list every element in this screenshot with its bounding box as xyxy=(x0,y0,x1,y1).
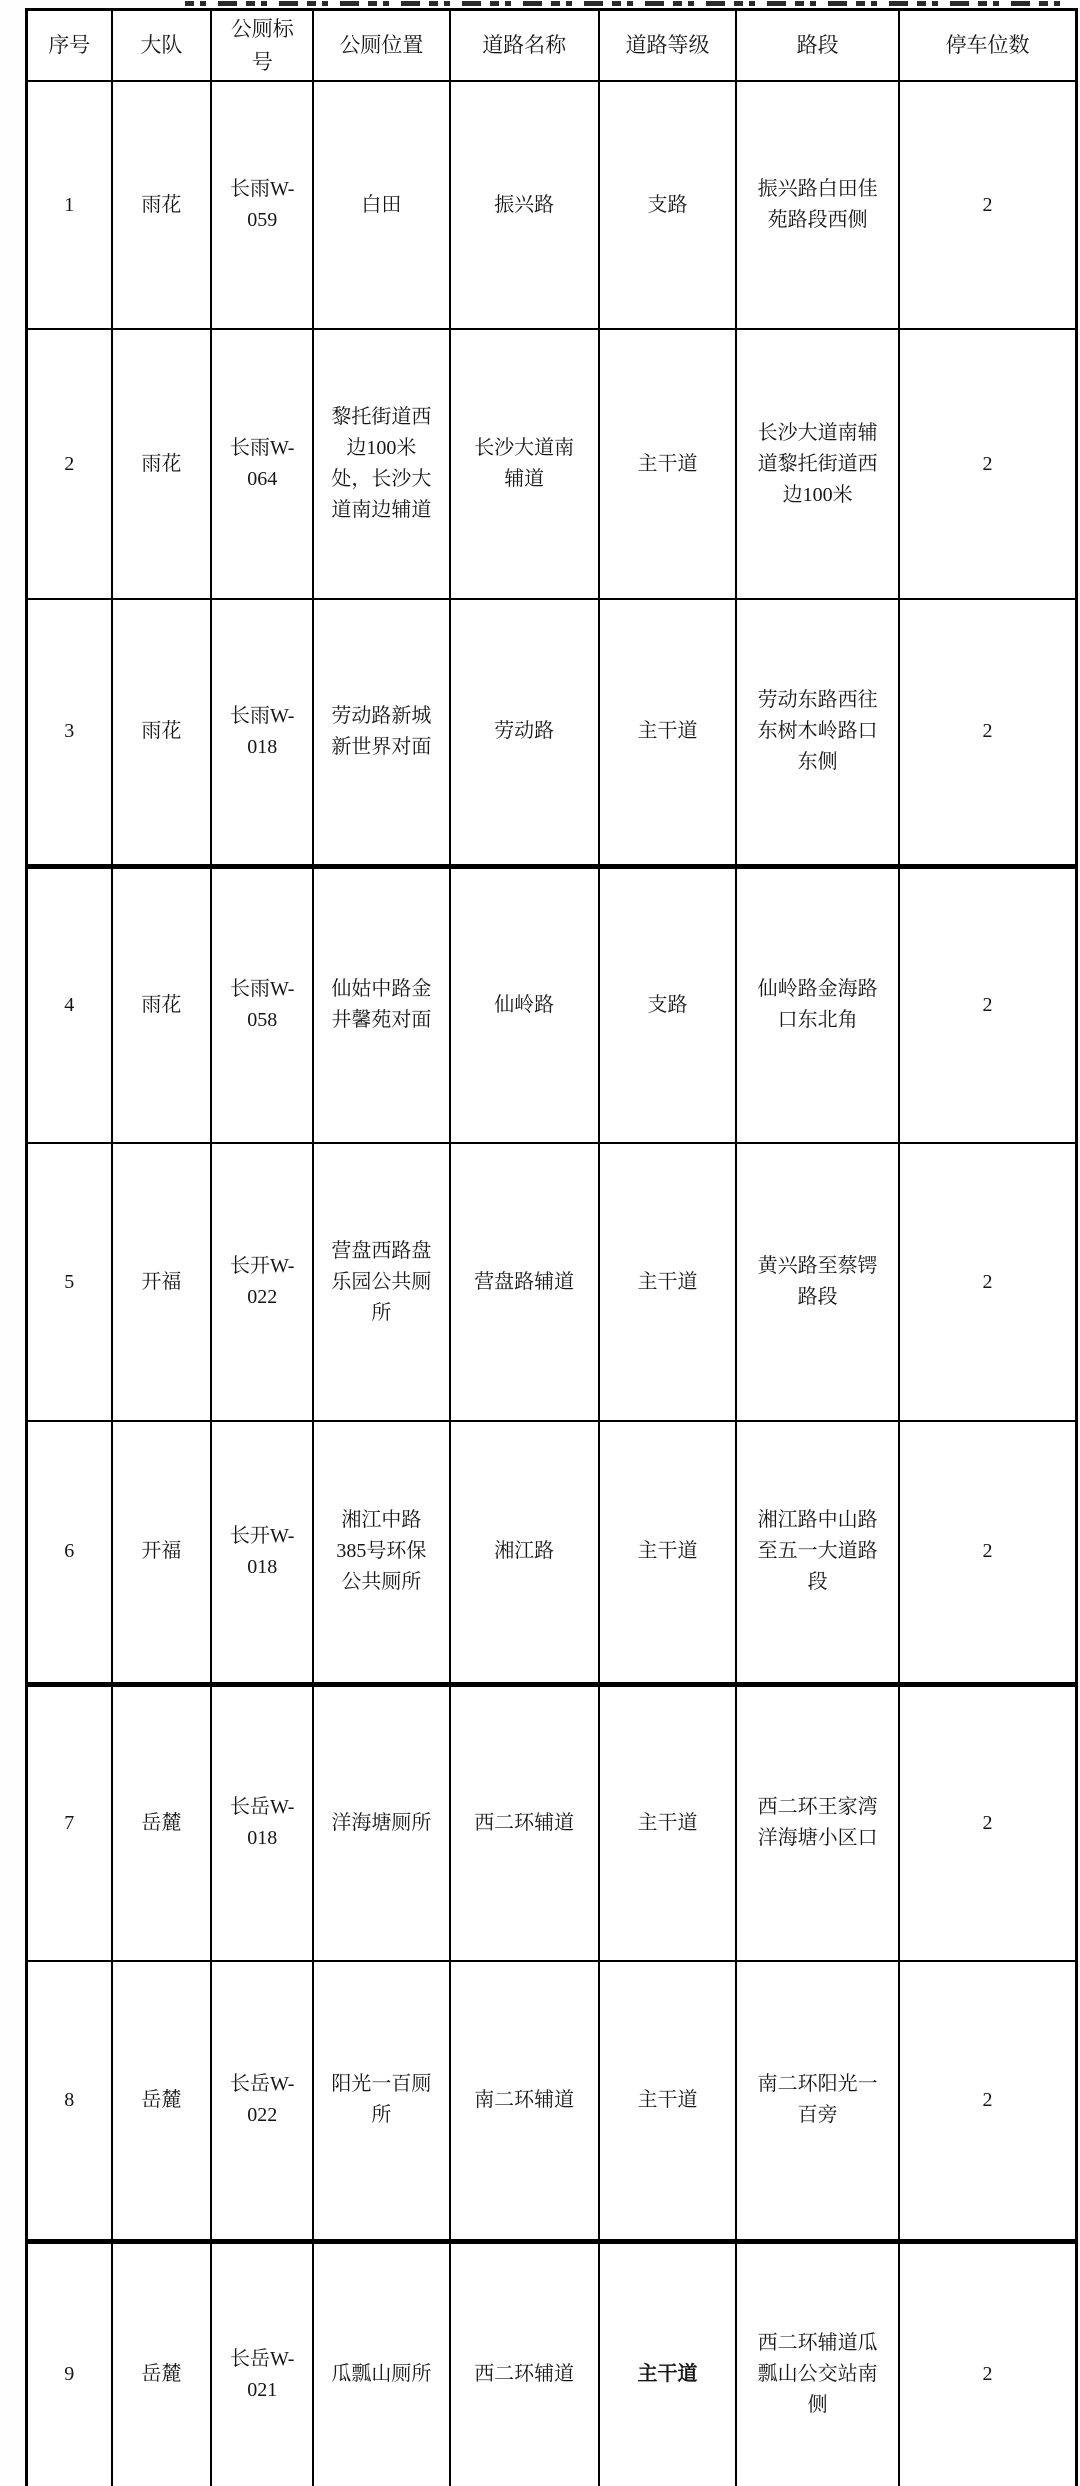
table-cell: 主干道 xyxy=(599,2241,737,2486)
table-cell: 黄兴路至蔡锷路段 xyxy=(736,1143,899,1421)
table-cell: 2 xyxy=(27,329,112,599)
table-cell: 长雨W-064 xyxy=(211,329,313,599)
table-cell: 湘江路 xyxy=(450,1421,599,1684)
table-cell: 雨花 xyxy=(112,866,212,1143)
table-cell: 2 xyxy=(899,1684,1076,1961)
table-cell: 6 xyxy=(27,1421,112,1684)
table-cell: 仙姑中路金井馨苑对面 xyxy=(313,866,450,1143)
table-cell: 5 xyxy=(27,1143,112,1421)
table-row xyxy=(27,329,1077,599)
table-cell: 长雨W-058 xyxy=(211,866,313,1143)
header-row xyxy=(27,10,1077,82)
public-toilet-parking-table xyxy=(25,8,1078,2486)
table-cell: 长开W-022 xyxy=(211,1143,313,1421)
table-row xyxy=(27,599,1077,866)
table-cell: 仙岭路金海路口东北角 xyxy=(736,866,899,1143)
table-cell: 湘江路中山路至五一大道路段 xyxy=(736,1421,899,1684)
header-cell-6: 道路等级 xyxy=(599,10,737,82)
table-cell: 支路 xyxy=(599,866,737,1143)
table-header xyxy=(27,10,1077,82)
table-cell: 2 xyxy=(899,81,1076,329)
table-cell: 长雨W-018 xyxy=(211,599,313,866)
table-cell: 营盘西路盘乐园公共厕所 xyxy=(313,1143,450,1421)
table-cell: 长沙大道南辅道 xyxy=(450,329,599,599)
table-cell: 白田 xyxy=(313,81,450,329)
table-cell: 西二环辅道瓜瓢山公交站南侧 xyxy=(736,2241,899,2486)
table-cell: 岳麓 xyxy=(112,2241,212,2486)
table-cell: 长岳W-022 xyxy=(211,1961,313,2241)
table-cell: 振兴路白田佳苑路段西侧 xyxy=(736,81,899,329)
table-cell: 1 xyxy=(27,81,112,329)
table-cell: 振兴路 xyxy=(450,81,599,329)
table-row xyxy=(27,1961,1077,2241)
clipped-text-strip xyxy=(0,0,1080,8)
table-cell: 瓜瓢山厕所 xyxy=(313,2241,450,2486)
header-cell-3: 公厕标号 xyxy=(211,10,313,82)
table-cell: 4 xyxy=(27,866,112,1143)
table-cell: 3 xyxy=(27,599,112,866)
table-cell: 支路 xyxy=(599,81,737,329)
table-cell: 9 xyxy=(27,2241,112,2486)
table-cell: 2 xyxy=(899,1421,1076,1684)
table-cell: 阳光一百厕所 xyxy=(313,1961,450,2241)
table-cell: 劳动东路西往东树木岭路口东侧 xyxy=(736,599,899,866)
table-cell: 雨花 xyxy=(112,329,212,599)
table-cell: 主干道 xyxy=(599,1143,737,1421)
table-cell: 2 xyxy=(899,599,1076,866)
table-cell: 2 xyxy=(899,1143,1076,1421)
table-cell: 长沙大道南辅道黎托街道西边100米 xyxy=(736,329,899,599)
table-cell: 2 xyxy=(899,329,1076,599)
table-cell: 主干道 xyxy=(599,1961,737,2241)
table-cell: 劳动路 xyxy=(450,599,599,866)
header-cell-7: 路段 xyxy=(736,10,899,82)
table-cell: 2 xyxy=(899,1961,1076,2241)
header-cell-2: 大队 xyxy=(112,10,212,82)
header-cell-5: 道路名称 xyxy=(450,10,599,82)
table-cell: 7 xyxy=(27,1684,112,1961)
table-cell: 南二环辅道 xyxy=(450,1961,599,2241)
table-cell: 仙岭路 xyxy=(450,866,599,1143)
table-cell: 主干道 xyxy=(599,599,737,866)
table-cell: 开福 xyxy=(112,1143,212,1421)
table-cell: 西二环辅道 xyxy=(450,2241,599,2486)
table-row xyxy=(27,866,1077,1143)
table-row xyxy=(27,1421,1077,1684)
header-cell-8: 停车位数 xyxy=(899,10,1076,82)
table-cell: 岳麓 xyxy=(112,1684,212,1961)
table-cell: 黎托街道西边100米处，长沙大道南边辅道 xyxy=(313,329,450,599)
table-cell: 主干道 xyxy=(599,329,737,599)
table-cell: 主干道 xyxy=(599,1421,737,1684)
table-cell: 雨花 xyxy=(112,599,212,866)
header-cell-4: 公厕位置 xyxy=(313,10,450,82)
table-cell: 长岳W-021 xyxy=(211,2241,313,2486)
table-row xyxy=(27,1143,1077,1421)
table-cell: 岳麓 xyxy=(112,1961,212,2241)
table-cell: 洋海塘厕所 xyxy=(313,1684,450,1961)
table-cell: 2 xyxy=(899,2241,1076,2486)
table-row xyxy=(27,2241,1077,2486)
table-cell: 2 xyxy=(899,866,1076,1143)
table-row xyxy=(27,81,1077,329)
header-cell-1: 序号 xyxy=(27,10,112,82)
table-cell: 开福 xyxy=(112,1421,212,1684)
table-cell: 劳动路新城新世界对面 xyxy=(313,599,450,866)
table-cell: 主干道 xyxy=(599,1684,737,1961)
table-cell: 西二环王家湾洋海塘小区口 xyxy=(736,1684,899,1961)
table-cell: 雨花 xyxy=(112,81,212,329)
table-cell: 湘江中路385号环保公共厕所 xyxy=(313,1421,450,1684)
table-cell: 8 xyxy=(27,1961,112,2241)
table-cell: 长岳W-018 xyxy=(211,1684,313,1961)
table-cell: 西二环辅道 xyxy=(450,1684,599,1961)
table-cell: 长开W-018 xyxy=(211,1421,313,1684)
table-body xyxy=(27,81,1077,2486)
table-cell: 南二环阳光一百旁 xyxy=(736,1961,899,2241)
table-cell: 营盘路辅道 xyxy=(450,1143,599,1421)
table-cell: 长雨W-059 xyxy=(211,81,313,329)
table-row xyxy=(27,1684,1077,1961)
